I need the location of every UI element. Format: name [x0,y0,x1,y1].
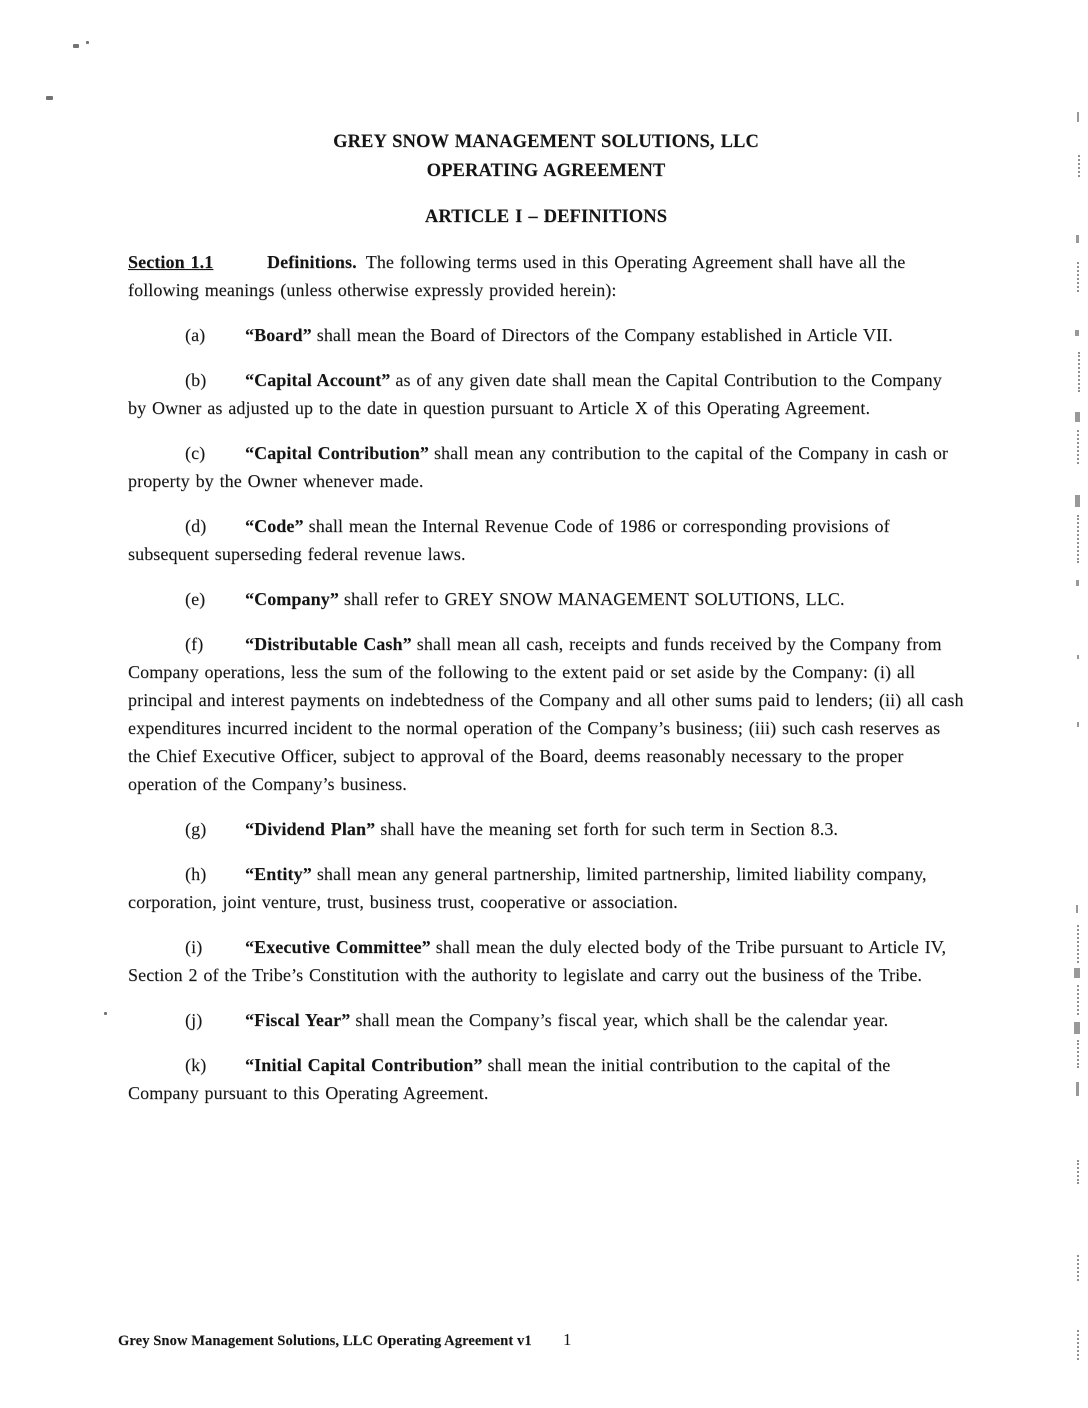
definition-letter: (b) [185,370,207,390]
definition-term: “Executive Committee” [245,937,431,957]
scan-artifact [1075,412,1080,422]
scan-artifact [1074,1022,1080,1034]
definition-text: shall mean the duly elected body of the Tribe pursuant to Article IV, Section 2 of the Tribe’s Constitution with the authority to legislate and carry out the business of the Tribe. [128,937,947,985]
definition-text: shall mean the Company’s fiscal year, which shall be the calendar year. [355,1010,889,1030]
scan-artifact [1077,515,1079,563]
article-heading: ARTICLE I – DEFINITIONS [424,207,668,227]
document-title-line1: GREY SNOW MANAGEMENT SOLUTIONS, LLC [333,132,759,152]
definition-letter: (g) [185,819,207,839]
definition-text: shall mean all cash, receipts and funds received by the Company from Company operations, less the sum of the following to the extent paid or set aside by the Company: (i) all principal and interest payments on indebtedness of the Company and all other sums paid to lenders; (ii) all cash expenditures incurred incident to the normal operation of the Company’s business; (iii) such cash reserves as the Chief Executive Officer, subject to approval of the Board, deems reasonably necessary to the proper operation of the Company’s business. [128,634,964,794]
definitions-list [128,321,964,1107]
scan-artifact [1076,1082,1079,1096]
scan-artifact [1078,352,1080,392]
footer-text: Grey Snow Management Solutions, LLC Operating Agreement v1 [118,1333,532,1349]
scan-artifact [1077,112,1079,122]
scan-artifact [1077,1160,1079,1184]
scan-artifact [46,96,53,100]
scan-artifact [1076,905,1078,913]
definition-letter: (e) [185,589,206,609]
definition-item [128,439,964,495]
scan-artifact [1077,1330,1079,1360]
definition-letter: (i) [185,937,203,957]
scan-artifact [1077,1255,1079,1281]
scan-artifact [1077,985,1079,1015]
section-title: Definitions. [267,252,357,272]
scan-artifact [1075,330,1079,336]
definition-term: “Distributable Cash” [245,634,412,654]
section-1-1-paragraph [128,248,964,304]
scan-artifact [86,41,89,44]
scan-artifact [1077,1040,1079,1068]
definition-item [128,1051,964,1107]
scan-artifact [1078,155,1080,177]
definition-term: “Code” [245,516,304,536]
definition-letter: (j) [185,1010,203,1030]
definition-letter: (k) [185,1055,207,1075]
scan-artifact [73,44,79,48]
page-number: 1 [563,1330,572,1349]
scan-artifact [1075,495,1080,507]
definition-term: “Board” [245,325,312,345]
scan-artifact [1077,262,1079,292]
definition-item [128,815,964,843]
section-intro-text: The following terms used in this Operating Agreement shall have all the following meanings (unless otherwise expressly provided herein): [128,252,906,300]
definition-letter: (d) [185,516,207,536]
definition-text: shall mean any general partnership, limited partnership, limited liability company, corporation, joint venture, trust, business trust, cooperative or association. [128,864,927,912]
scan-artifact [1076,235,1079,243]
definition-item [128,585,964,613]
section-label-wrap [128,248,267,276]
definition-item [128,512,964,568]
definition-letter: (h) [185,864,207,884]
definition-item [128,630,964,798]
document-title [128,128,964,186]
document-title-line2: OPERATING AGREEMENT [426,161,666,181]
definition-letter: (f) [185,634,204,654]
document-body [128,128,964,1124]
scan-artifact [104,1012,107,1015]
definition-term: “Capital Contribution” [245,443,429,463]
definition-text: shall mean the Board of Directors of the Company established in Article VII. [316,325,893,345]
scan-artifact [1074,968,1080,978]
definition-item [128,860,964,916]
definition-text: as of any given date shall mean the Capital Contribution to the Company by Owner as adjusted up to the date in question pursuant to Article X of this Operating Agreement. [128,370,942,418]
definition-term: “Entity” [245,864,312,884]
scan-artifact [1077,655,1079,659]
definition-term: “Dividend Plan” [245,819,376,839]
definition-item [128,1006,964,1034]
definition-term: “Company” [245,589,339,609]
definition-letter: (c) [185,443,206,463]
scan-artifact [1077,430,1079,464]
definition-item [128,366,964,422]
scan-artifact [1077,722,1079,727]
definition-text: shall have the meaning set forth for such term in Section 8.3. [380,819,839,839]
definition-text: shall mean the Internal Revenue Code of 1986 or corresponding provisions of subsequent superseding federal revenue laws. [128,516,890,564]
definition-item [128,321,964,349]
definition-term: “Initial Capital Contribution” [245,1055,483,1075]
scan-artifact [1076,580,1079,586]
definition-text: shall refer to GREY SNOW MANAGEMENT SOLUTIONS, LLC. [343,589,845,609]
section-label: Section 1.1 [128,252,214,272]
definition-term: “Fiscal Year” [245,1010,351,1030]
definition-item [128,933,964,989]
definition-letter: (a) [185,325,206,345]
definition-text: shall mean any contribution to the capital of the Company in cash or property by the Owner whenever made. [128,443,949,491]
scan-artifact [1077,925,1079,963]
definition-text: shall mean the initial contribution to the capital of the Company pursuant to this Operating Agreement. [128,1055,891,1103]
definition-term: “Capital Account” [245,370,391,390]
